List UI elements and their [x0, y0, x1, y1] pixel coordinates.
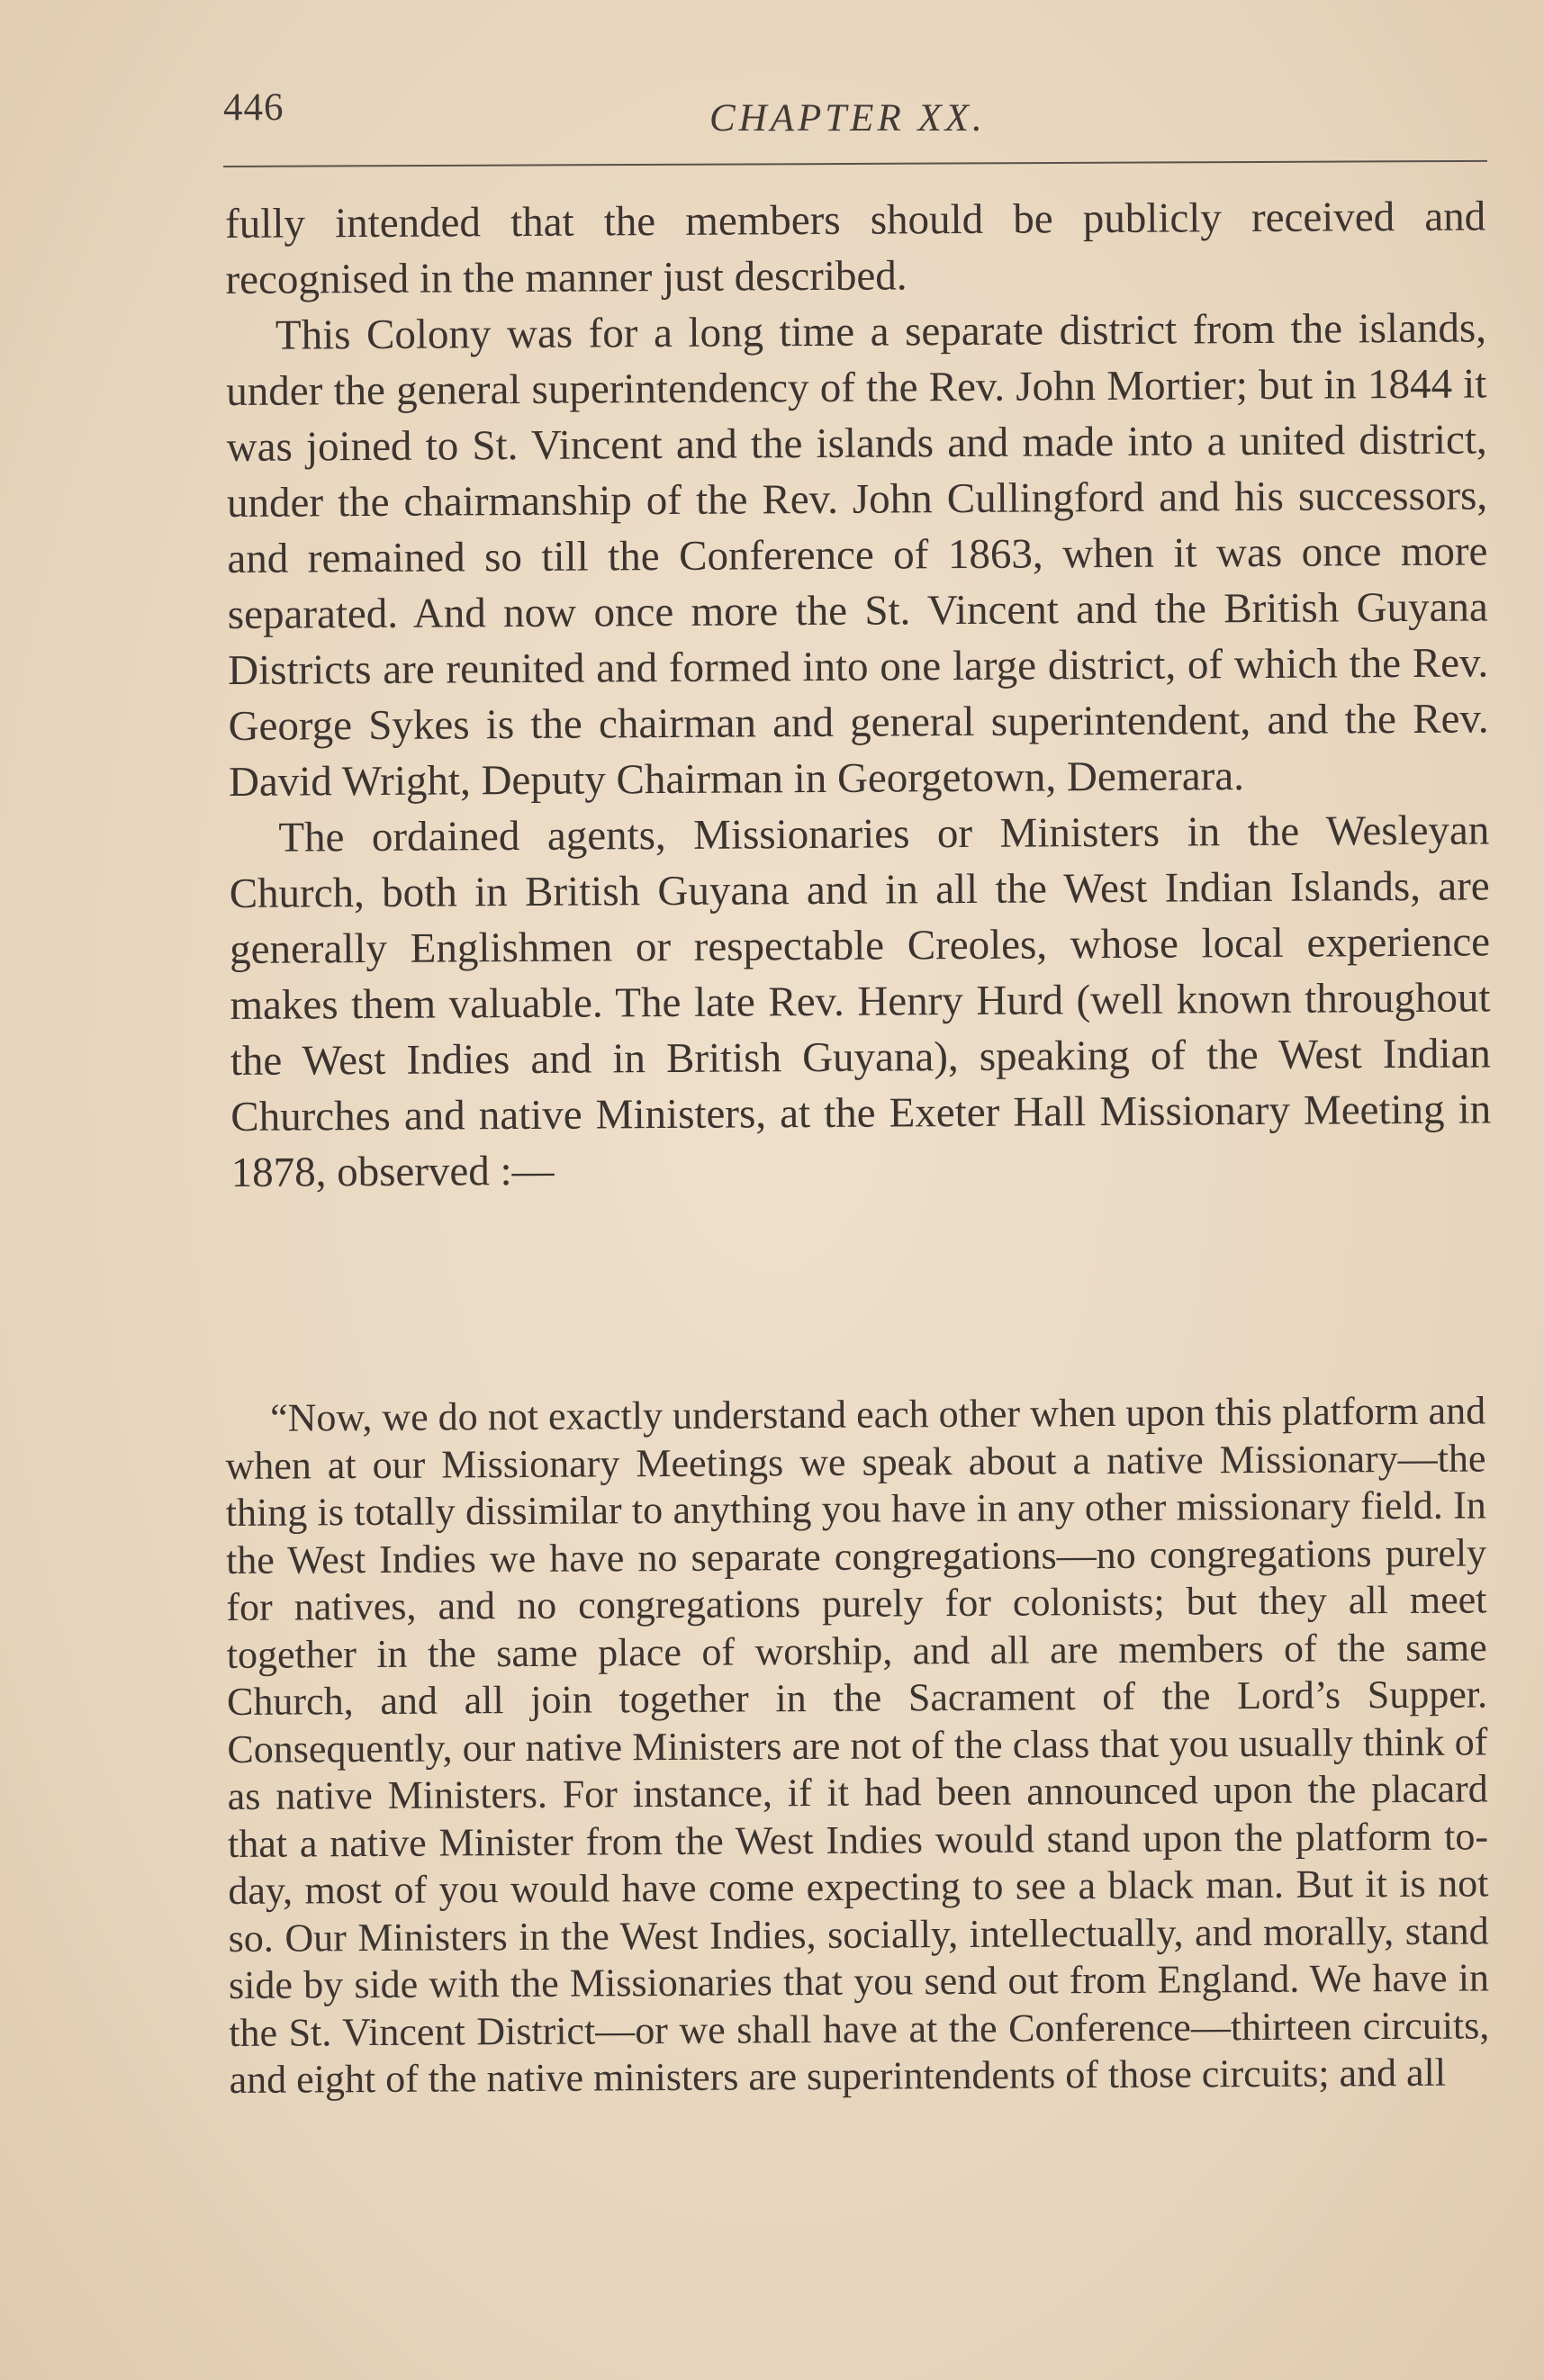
block-quote [225, 1387, 1490, 2104]
running-head: CHAPTER XX. [709, 97, 986, 140]
header-rule [223, 160, 1487, 167]
page-header [223, 86, 1484, 149]
paragraph-continuation: fully intended that the members should be publicly received and recognised in the manner just described. [225, 193, 1486, 303]
page-number: 446 [223, 86, 284, 129]
paragraph-colony-district: This Colony was for a long time a separate district from the islands, under the general superintendency of the Rev. John Mortier; but in 1844 it was joined to St. Vincent and the islands and made into a united district, under the chairmanship of the Rev. John Cullingford and his successors, and remained so till the Conference of 1863, when it was once more separated. And now once more the St. Vincent and the British Guyana Districts are reunited and formed into one large district, of which the Rev. George Sykes is the chairman and general superintendent, and the Rev. David Wright, Deputy Chairman in Georgetown, Demerara. [226, 304, 1489, 806]
paragraph-ordained-agents: The ordained agents, Missionaries or Ministers in the Wesleyan Church, both in British Guyana and in all the West Indian Islands, are generally Englishmen or respectable Creoles, whose local experience makes them valuable. The late Rev. Henry Hurd (well known throughout the West Indies and in British Guyana), speaking of the West Indian Churches and native Ministers, at the Exeter Hall Missionary Meeting in 1878, observed :— [229, 807, 1492, 1196]
main-text [225, 188, 1492, 1201]
quote-text: “Now, we do not exactly understand each other when upon this platform and when at our Missionary Meetings we speak about a native Missionary—the thing is totally dissimilar to anything you have in any other missionary field. In the West Indies we have no separate congregations—no congregations purely for natives, and no congregations purely for colonists; but they all meet together in the same place of worship, and all are members of the same Church, and all join together in the Sacrament of the Lord’s Supper. Consequently, our native Ministers are not of the class that you usually think of as native Ministers. For instance, if it had been announced upon the placard that a native Minister from the West Indies would stand upon the platform to-day, most of you would have come expecting to see a black man. But it is not so. Our Ministers in the West Indies, socially, intellectually, and morally, stand side by side with the Missionaries that you send out from England. We have in the St. Vincent District—or we shall have at the Conference—thirteen circuits, and eight of the native ministers are superintendents of those circuits; and all [225, 1388, 1490, 2102]
